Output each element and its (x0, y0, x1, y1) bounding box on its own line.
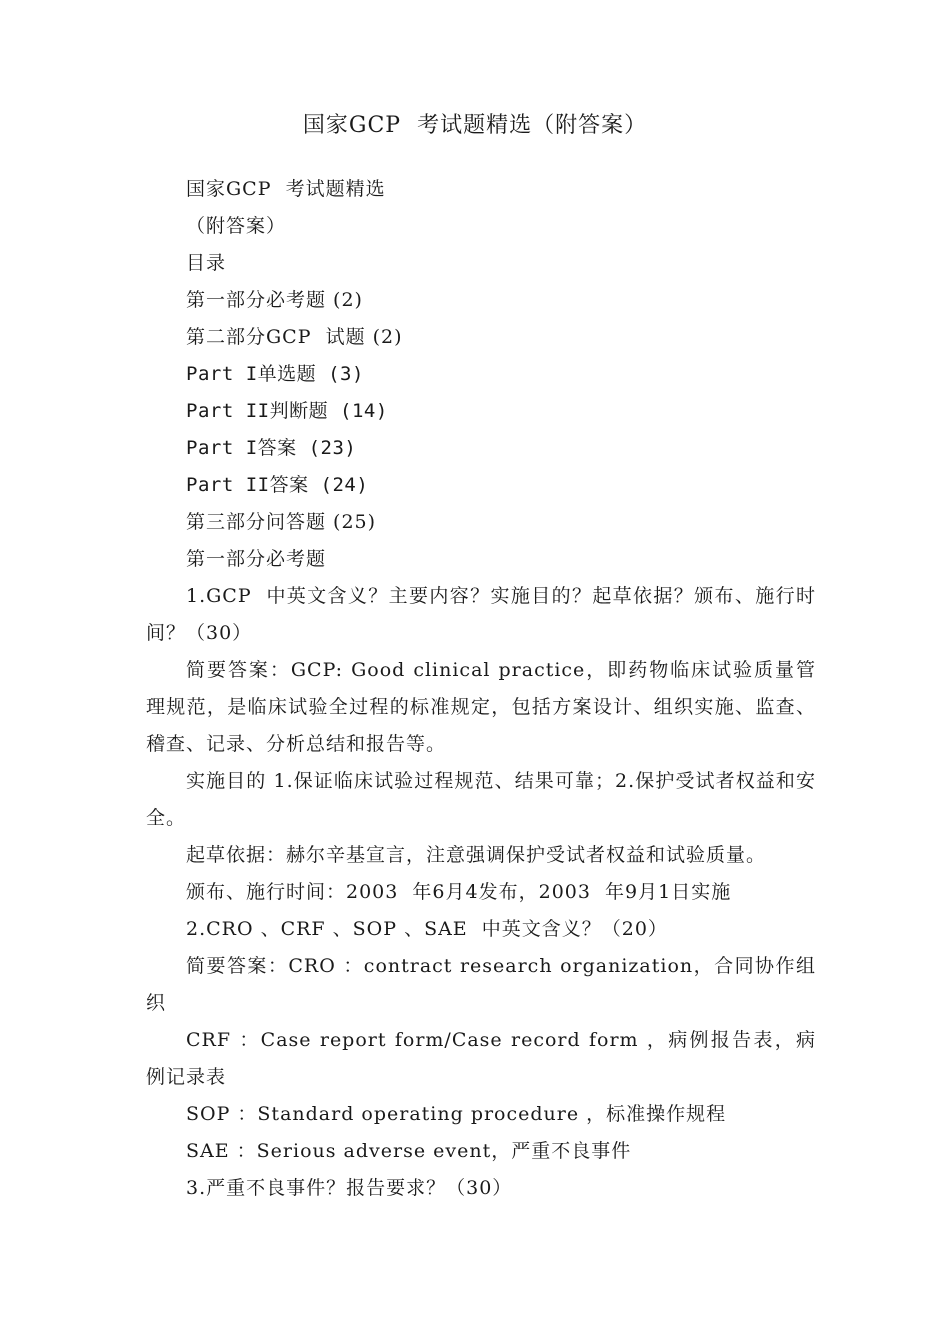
question-paragraph: 2.CRO 、CRF 、SOP 、SAE 中英文含义？（20） (186, 918, 668, 940)
toc-item: Part II判断题 (14) (186, 400, 388, 422)
toc-item: Part I答案 (23) (186, 437, 357, 459)
toc-item: Part I单选题 (3) (186, 363, 364, 385)
question-paragraph: 3.严重不良事件？报告要求？（30） (186, 1177, 513, 1199)
toc-heading: 目录 (186, 252, 227, 274)
answer-paragraph: SAE ：Serious adverse event，严重不良事件 (186, 1140, 632, 1162)
document-title: 国家GCP 考试题精选（附答案） (302, 113, 648, 138)
answer-paragraph: CRF ：Case report form/Case record form ，病例报告表，病例记录表 (146, 1029, 816, 1088)
toc-item: 第一部分必考题 (2) (186, 289, 363, 311)
subtitle-answer-note: （附答案） (186, 215, 287, 237)
answer-paragraph: 实施目的 1.保证临床试验过程规范、结果可靠；2.保护受试者权益和安全。 (146, 770, 816, 829)
document-body (146, 171, 816, 1207)
answer-paragraph: 简要答案：CRO ：contract research organization，合同协作组织 (146, 955, 816, 1014)
answer-paragraph: SOP ：Standard operating procedure ，标准操作规程 (186, 1103, 727, 1125)
toc-item: 第二部分GCP 试题 (2) (186, 326, 403, 348)
toc-item: 第三部分问答题 (25) (186, 511, 377, 533)
answer-paragraph: 起草依据：赫尔辛基宣言，注意强调保护受试者权益和试验质量。 (186, 844, 767, 866)
answer-paragraph: 简要答案：GCP: Good clinical practice，即药物临床试验质量管理规范，是临床试验全过程的标准规定，包括方案设计、组织实施、监查、稽查、记录、分析总结和报告等。 (146, 659, 816, 755)
subtitle-line: 国家GCP 考试题精选 (186, 178, 386, 200)
toc-item: Part II答案 (24) (186, 474, 369, 496)
question-paragraph: 1.GCP 中英文含义？主要内容？实施目的？起草依据？颁布、施行时间？（30） (146, 585, 816, 644)
answer-paragraph: 颁布、施行时间：2003 年6月4发布，2003 年9月1日实施 (186, 881, 732, 903)
section-heading: 第一部分必考题 (186, 548, 327, 570)
